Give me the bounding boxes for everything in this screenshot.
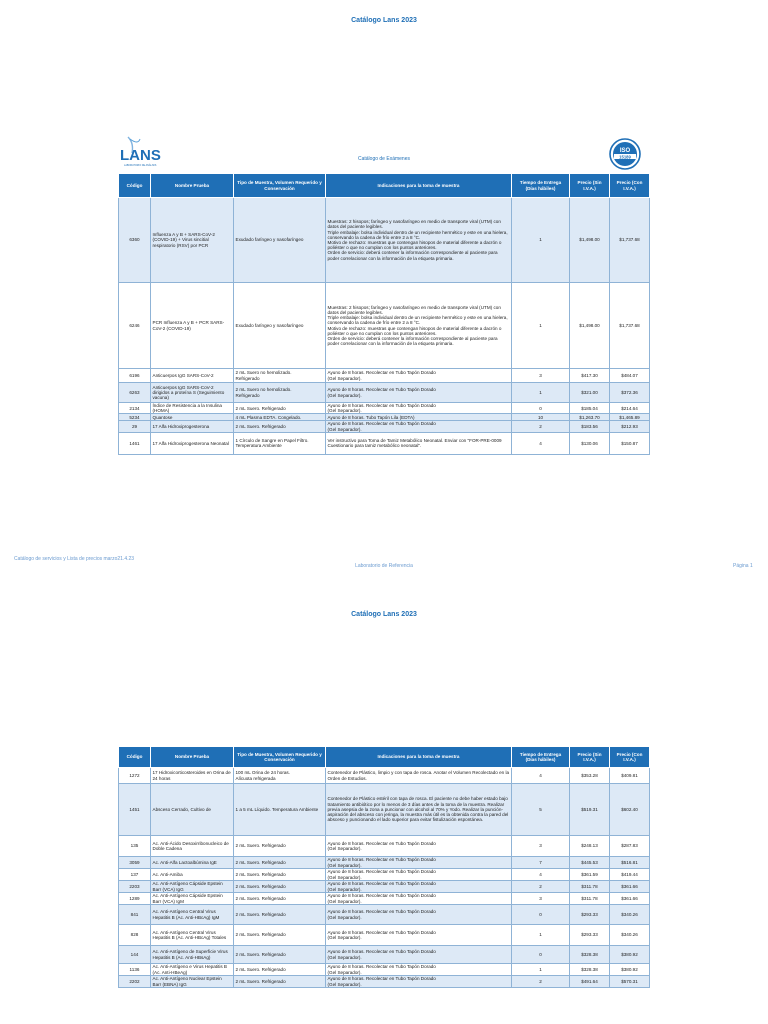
header-name: Nombre Prueba bbox=[151, 174, 234, 198]
cell-name: Anticuerpos IgG SARS-CoV-2 dirigidos a proteína S (Seguimiento vacuna) bbox=[151, 383, 234, 403]
cell-price-no-vat: $183.56 bbox=[570, 421, 610, 432]
table-row bbox=[119, 369, 650, 383]
cell-instructions: Ayuno de 8 horas. Recolectar en Tubo Tapón Dorado (Gel Separador). bbox=[326, 881, 512, 893]
cell-price-no-vat: $519.31 bbox=[570, 784, 610, 836]
cell-sample: 2 mL Suero. Refrigerado bbox=[234, 946, 326, 964]
cell-name: Ac. Anti-Alfa Lactoalbúmina IgE bbox=[151, 857, 234, 869]
logo-tagline: LABORATORIO DE ANÁLISIS bbox=[124, 164, 157, 167]
cell-price-vat: $409.81 bbox=[610, 768, 650, 784]
cell-price-vat: $1,737.68 bbox=[610, 283, 650, 369]
table-row bbox=[119, 976, 650, 988]
cell-sample: 2 mL Suero. Refrigerado bbox=[234, 964, 326, 976]
cell-price-no-vat: $417.30 bbox=[570, 369, 610, 383]
cell-instructions: Ayuno de 8 horas. Recolectar en Tubo Tapón Dorado (Gel Separador). bbox=[326, 893, 512, 905]
cell-code: 828 bbox=[119, 925, 151, 946]
header-sample: Tipo de Muestra, Volumen Requerido y Conservación bbox=[234, 747, 326, 768]
cell-price-vat: $361.66 bbox=[610, 881, 650, 893]
table-row bbox=[119, 905, 650, 925]
cell-price-vat: $380.92 bbox=[610, 964, 650, 976]
cell-name: Índice de Resistencia a la Insulina (HOMA) bbox=[151, 403, 234, 414]
logo-text: LANS bbox=[120, 147, 161, 164]
cell-name: Ac. Anti-Antígeno Cápside Epstein Barr (VCA) IgM bbox=[151, 893, 234, 905]
table-row bbox=[119, 784, 650, 836]
cell-name: Ac. Anti-Antígeno Central Virus Hepatitis B (Ac. Anti-HBcAg) Totales bbox=[151, 925, 234, 946]
cell-instructions: Ayuno de 8 horas. Recolectar en Tubo Tapón Dorado (Gel Separador). bbox=[326, 976, 512, 988]
cell-code: 1451 bbox=[119, 784, 151, 836]
cell-name: Quantose bbox=[151, 414, 234, 421]
iso-badge bbox=[606, 138, 644, 170]
cell-sample: 100 mL Orina de 24 horas. Alícuota refrigerada bbox=[234, 768, 326, 784]
cell-days: 7 bbox=[512, 857, 570, 869]
header-code: Código bbox=[119, 747, 151, 768]
cell-code: 6360 bbox=[119, 198, 151, 283]
cell-name: Ac. Anti-Antígeno de Superficie Virus Hepatitis B (Ac. Anti-HBsAg) bbox=[151, 946, 234, 964]
cell-instructions: Ayuno de 8 horas. Recolectar en Tubo Tapón Dorado (Gel Separador). bbox=[326, 964, 512, 976]
cell-price-vat: $484.07 bbox=[610, 369, 650, 383]
cell-code: 144 bbox=[119, 946, 151, 964]
cell-name: Ac. Anti-Antígeno Nuclear Epstein Barr (EBNA) IgG bbox=[151, 976, 234, 988]
cell-price-vat: $340.26 bbox=[610, 905, 650, 925]
table-row bbox=[119, 403, 650, 414]
cell-price-vat: $150.87 bbox=[610, 432, 650, 454]
cell-days: 3 bbox=[512, 369, 570, 383]
cell-price-no-vat: $311.78 bbox=[570, 893, 610, 905]
cell-price-vat: $214.64 bbox=[610, 403, 650, 414]
table-row bbox=[119, 383, 650, 403]
cell-code: 135 bbox=[119, 836, 151, 857]
cell-price-vat: $372.36 bbox=[610, 383, 650, 403]
cell-sample: 2 mL Suero. Refrigerado bbox=[234, 893, 326, 905]
page-title-2: Catálogo Lans 2023 bbox=[351, 611, 417, 618]
cell-code: 2202 bbox=[119, 976, 151, 988]
cell-sample: 2 mL Suero. Refrigerado bbox=[234, 836, 326, 857]
cell-instructions: Ayuno de 8 horas. Recolectar en Tubo Tapón Dorado (Gel Separador). bbox=[326, 403, 512, 414]
cell-sample: 2 mL Suero no hemolizado. Refrigerado bbox=[234, 369, 326, 383]
header-price-vat: Precio (Con I.V.A.) bbox=[610, 747, 650, 768]
cell-name: 17 Hidroxicorticosteroides en Orina de 24 horas bbox=[151, 768, 234, 784]
cell-code: 2203 bbox=[119, 881, 151, 893]
catalog-subtitle: Catálogo de Exámenes bbox=[358, 156, 410, 162]
cell-days: 0 bbox=[512, 946, 570, 964]
cell-price-no-vat: $445.53 bbox=[570, 857, 610, 869]
cell-days: 5 bbox=[512, 784, 570, 836]
cell-instructions: Contenedor de Plástico, limpio y con tapa de rosca. Anotar el Volumen Recolectado en la Orden de Estudios. bbox=[326, 768, 512, 784]
cell-sample: 2 mL Suero. Refrigerado bbox=[234, 881, 326, 893]
cell-days: 1 bbox=[512, 283, 570, 369]
cell-sample: 2 mL Suero. Refrigerado bbox=[234, 976, 326, 988]
table-row bbox=[119, 964, 650, 976]
table-row bbox=[119, 768, 650, 784]
cell-price-vat: $1,465.89 bbox=[610, 414, 650, 421]
table-row bbox=[119, 836, 650, 857]
cell-code: 6196 bbox=[119, 369, 151, 383]
cell-sample: 2 mL Suero. Refrigerado bbox=[234, 421, 326, 432]
cell-days: 2 bbox=[512, 881, 570, 893]
header-sample: Tipo de Muestra, Volumen Requerido y Conservación bbox=[234, 174, 326, 198]
cell-price-no-vat: $328.38 bbox=[570, 964, 610, 976]
cell-sample: 1 a 5 mL Líquido. Temperatura Ambiente bbox=[234, 784, 326, 836]
cell-sample: 4 mL Plasma EDTA. Congelado. bbox=[234, 414, 326, 421]
cell-code: 1461 bbox=[119, 432, 151, 454]
cell-price-no-vat: $1,498.00 bbox=[570, 198, 610, 283]
header-price-no-vat: Precio (Sin I.V.A.) bbox=[570, 747, 610, 768]
header-name: Nombre Prueba bbox=[151, 747, 234, 768]
cell-price-no-vat: $361.59 bbox=[570, 869, 610, 881]
table-row bbox=[119, 925, 650, 946]
exam-table-page1 bbox=[118, 173, 650, 455]
lans-logo bbox=[118, 135, 166, 169]
cell-days: 1 bbox=[512, 383, 570, 403]
header-instructions: Indicaciones para la toma de muestra bbox=[326, 747, 512, 768]
cell-name: Ac. Anti-Ácido Desoxirribonucleico de Doble Cadena bbox=[151, 836, 234, 857]
cell-price-no-vat: $1,498.00 bbox=[570, 283, 610, 369]
cell-instructions: Ayuno de 8 horas. Recolectar en Tubo Tapón Dorado (Gel Separador). bbox=[326, 421, 512, 432]
cell-price-no-vat: $1,263.70 bbox=[570, 414, 610, 421]
cell-code: 3059 bbox=[119, 857, 151, 869]
cell-code: 1272 bbox=[119, 768, 151, 784]
cell-instructions: Ayuno de 8 horas. Recolectar en Tubo Tapón Dorado (Gel Separador). bbox=[326, 869, 512, 881]
cell-price-no-vat: $328.38 bbox=[570, 946, 610, 964]
cell-price-vat: $1,737.68 bbox=[610, 198, 650, 283]
cell-price-no-vat: $321.00 bbox=[570, 383, 610, 403]
cell-sample: 2 mL Suero. Refrigerado bbox=[234, 925, 326, 946]
cell-price-no-vat: $491.64 bbox=[570, 976, 610, 988]
cell-code: 1136 bbox=[119, 964, 151, 976]
cell-price-no-vat: $185.04 bbox=[570, 403, 610, 414]
header-code: Código bbox=[119, 174, 151, 198]
cell-name: 17 Alfa Hidroxiprogesterona bbox=[151, 421, 234, 432]
header-days: Tiempo de Entrega (Días hábiles) bbox=[512, 747, 570, 768]
cell-name: Ac. Anti-Antígeno Central Virus Hepatitis B (Ac. Anti-HBcAg) IgM bbox=[151, 905, 234, 925]
table-row bbox=[119, 881, 650, 893]
cell-days: 0 bbox=[512, 403, 570, 414]
cell-instructions: Ayuno de 8 horas. Recolectar en Tubo Tapón Dorado (Gel Separador). bbox=[326, 946, 512, 964]
cell-code: 29 bbox=[119, 421, 151, 432]
cell-code: 5234 bbox=[119, 414, 151, 421]
page-title: Catálogo Lans 2023 bbox=[351, 17, 417, 24]
cell-price-no-vat: $248.13 bbox=[570, 836, 610, 857]
cell-instructions: Ver instructivo para Toma de Tamiz Metabólico Neonatal. Enviar con "FOR-PRE-0009 Cuestionario para tamiz metabólico neonatal". bbox=[326, 432, 512, 454]
cell-instructions: Ayuno de 8 horas. Recolectar en Tubo Tapón Dorado (Gel Separador). bbox=[326, 383, 512, 403]
cell-price-no-vat: $293.33 bbox=[570, 905, 610, 925]
cell-days: 1 bbox=[512, 198, 570, 283]
table-row bbox=[119, 869, 650, 881]
cell-name: Anticuerpos IgG SARS-CoV-2 bbox=[151, 369, 234, 383]
cell-name: Ac. Anti-Antígeno e Virus Hepatitis B (Ac. Anti-HBeAg) bbox=[151, 964, 234, 976]
cell-price-vat: $287.83 bbox=[610, 836, 650, 857]
table-row bbox=[119, 198, 650, 283]
table-row bbox=[119, 414, 650, 421]
table-row bbox=[119, 421, 650, 432]
cell-instructions: Muestras: 2 hisopos; faríngeo y nasofaríngeo en medio de transporte viral (UTM) con datos del paciente legibles. Triple embalaje: bolsa individual dentro de un recipiente hermético y este en una hielera, conservando la cadena de frío entre 2 a 8 °C. Motivo de rechazo: muestras que contengan hisopos de material diferente a dacrón o poliéster o que no cumplan con los puntos anteriores. Orden de servicio: deberá contener la información correspondiente al paciente para poder correlacionar con la información de la etiqueta primaria. bbox=[326, 283, 512, 369]
cell-price-no-vat: $353.28 bbox=[570, 768, 610, 784]
cell-sample: 2 mL Suero no hemolizado. Refrigerado bbox=[234, 383, 326, 403]
cell-sample: 2 mL Suero. Refrigerado bbox=[234, 403, 326, 414]
cell-price-vat: $419.44 bbox=[610, 869, 650, 881]
cell-price-no-vat: $311.78 bbox=[570, 881, 610, 893]
header-price-vat: Precio (Con I.V.A.) bbox=[610, 174, 650, 198]
cell-code: 2134 bbox=[119, 403, 151, 414]
cell-days: 0 bbox=[512, 905, 570, 925]
badge-number: 15189 bbox=[619, 154, 631, 160]
cell-sample: 1 Círculo de Sangre en Papel Filtro. Temperatura Ambiente bbox=[234, 432, 326, 454]
header-days: Tiempo de Entrega (Días hábiles) bbox=[512, 174, 570, 198]
cell-name: Ac. Anti-Antígeno Cápside Epstein Barr (VCA) IgG bbox=[151, 881, 234, 893]
cell-price-vat: $570.31 bbox=[610, 976, 650, 988]
cell-name: Influenza A y B + SARS-CoV-2 (COVID-19) + Virus sincitial respiratorio (RSV) por PCR bbox=[151, 198, 234, 283]
table-row bbox=[119, 946, 650, 964]
cell-price-vat: $380.92 bbox=[610, 946, 650, 964]
cell-instructions: Contenedor de Plástico estéril con tapa de rosca. El paciente no debe haber estado bajo tratamiento antibiótico por lo menos de 3 días antes de la toma de la muestra. Realizar previa asepsia de la zona a puncionar con alcohol al 70% y Yodo. Realizar la punción-aspiración del absceso con jeringa, la muestra más útil es la obtenida contra la pared del absceso y puncionando el lado superior para evitar fistulización espontánea. bbox=[326, 784, 512, 836]
cell-days: 4 bbox=[512, 432, 570, 454]
cell-instructions: Ayuno de 8 horas. Recolectar en Tubo Tapón Dorado (Gel Separador). bbox=[326, 369, 512, 383]
cell-name: 17 Alfa Hidroxiprogesterona Neonatal bbox=[151, 432, 234, 454]
cell-days: 10 bbox=[512, 414, 570, 421]
cell-days: 3 bbox=[512, 836, 570, 857]
cell-sample: 2 mL Suero. Refrigerado bbox=[234, 869, 326, 881]
cell-price-vat: $516.81 bbox=[610, 857, 650, 869]
cell-instructions: Ayuno de 8 horas. Recolectar en Tubo Tapón Dorado (Gel Separador). bbox=[326, 925, 512, 946]
footer-left: Catálogo de servicios y Lista de precios marzo21.4.23 bbox=[14, 556, 135, 562]
cell-days: 4 bbox=[512, 768, 570, 784]
cell-code: 841 bbox=[119, 905, 151, 925]
cell-code: 1289 bbox=[119, 893, 151, 905]
cell-price-vat: $361.66 bbox=[610, 893, 650, 905]
cell-sample: 2 mL Suero. Refrigerado bbox=[234, 905, 326, 925]
cell-code: 137 bbox=[119, 869, 151, 881]
cell-price-vat: $602.40 bbox=[610, 784, 650, 836]
cell-sample: Exudado faríngeo y nasofaríngeo bbox=[234, 283, 326, 369]
cell-code: 6263 bbox=[119, 383, 151, 403]
table-row bbox=[119, 283, 650, 369]
cell-days: 2 bbox=[512, 976, 570, 988]
header-price-no-vat: Precio (Sin I.V.A.) bbox=[570, 174, 610, 198]
cell-price-no-vat: $130.06 bbox=[570, 432, 610, 454]
cell-instructions: Ayuno de 8 horas. Recolectar en Tubo Tapón Dorado (Gel Separador). bbox=[326, 836, 512, 857]
table-row bbox=[119, 857, 650, 869]
cell-days: 4 bbox=[512, 869, 570, 881]
cell-sample: Exudado faríngeo y nasofaríngeo bbox=[234, 198, 326, 283]
cell-name: PCR Influenza A y B + PCR SARS-CoV-2 (COVID-19) bbox=[151, 283, 234, 369]
cell-instructions: Muestras: 2 hisopos; faríngeo y nasofaríngeo en medio de transporte viral (UTM) con datos del paciente legibles. Triple embalaje: bolsa individual dentro de un recipiente hermético y este en una hielera, conservando la cadena de frío entre 2 a 8 °C. Motivo de rechazo: muestras que contengan hisopos de material diferente a dacrón o poliéster o que no cumplan con los puntos anteriores. Orden de servicio: deberá contener la información correspondiente al paciente para poder correlacionar con la información de la etiqueta primaria. bbox=[326, 198, 512, 283]
cell-instructions: Ayuno de 8 horas. Tubo Tapón Lila (EDTA) bbox=[326, 414, 512, 421]
header-instructions: Indicaciones para la toma de muestra bbox=[326, 174, 512, 198]
cell-name: Ac. Anti-Amiba bbox=[151, 869, 234, 881]
table-row bbox=[119, 432, 650, 454]
footer-page-number: Página 1 bbox=[733, 563, 753, 569]
cell-instructions: Ayuno de 8 horas. Recolectar en Tubo Tapón Dorado (Gel Separador). bbox=[326, 905, 512, 925]
cell-days: 1 bbox=[512, 925, 570, 946]
exam-table-page2 bbox=[118, 746, 650, 988]
cell-sample: 2 mL Suero. Refrigerado bbox=[234, 857, 326, 869]
cell-days: 2 bbox=[512, 421, 570, 432]
cell-days: 3 bbox=[512, 893, 570, 905]
footer-center: Laboratorio de Referencia bbox=[355, 563, 413, 569]
cell-price-no-vat: $293.33 bbox=[570, 925, 610, 946]
cell-code: 6246 bbox=[119, 283, 151, 369]
cell-price-vat: $212.93 bbox=[610, 421, 650, 432]
cell-instructions: Ayuno de 8 horas. Recolectar en Tubo Tapón Dorado (Gel Separador). bbox=[326, 857, 512, 869]
cell-days: 1 bbox=[512, 964, 570, 976]
cell-name: Absceso Cerrado, Cultivo de bbox=[151, 784, 234, 836]
table-row bbox=[119, 893, 650, 905]
cell-price-vat: $340.26 bbox=[610, 925, 650, 946]
badge-iso-text: ISO bbox=[619, 148, 631, 154]
